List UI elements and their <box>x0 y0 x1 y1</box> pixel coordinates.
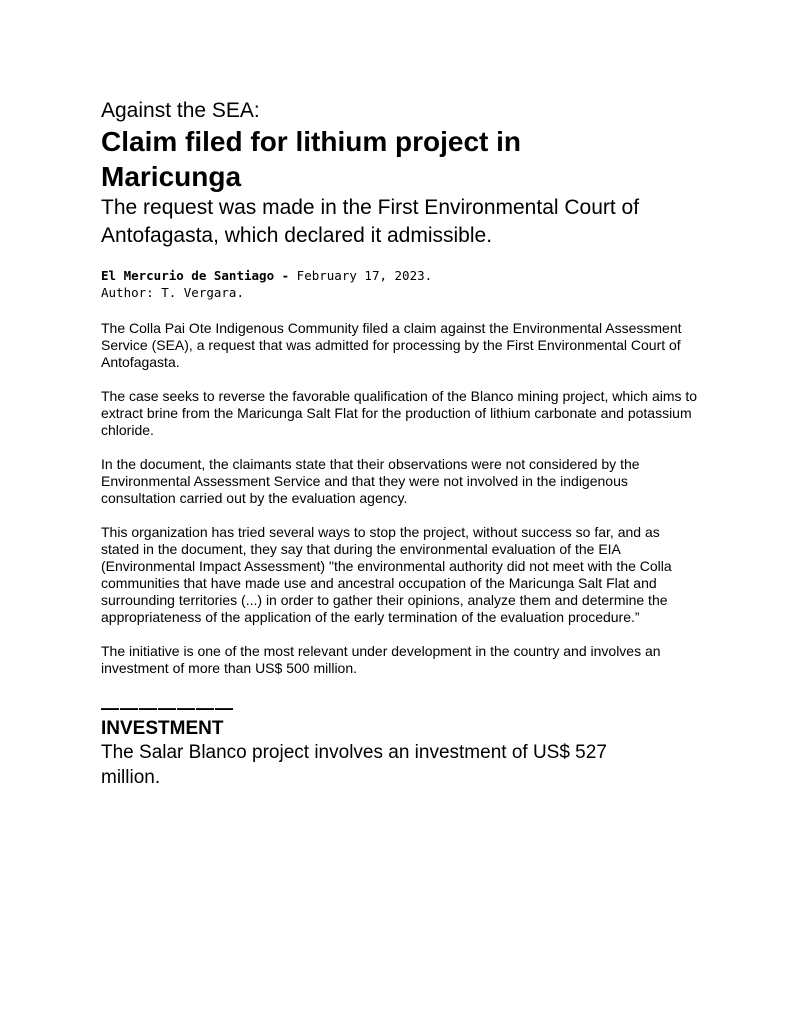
investment-title: INVESTMENT <box>101 718 224 739</box>
paragraph-2: The case seeks to reverse the favorable qualification of the Blanco mining project, which aims to extract brine from the Maricunga Salt Flat for the production of lithium carbonate and potassium chloride. <box>101 388 698 438</box>
byline <box>101 267 701 301</box>
source-line <box>101 267 701 284</box>
article-page <box>101 98 701 790</box>
section-divider: ——————— <box>101 698 234 718</box>
publish-date: February 17, 2023. <box>289 268 433 283</box>
investment-text: The Salar Blanco project involves an investment of US$ 527 million. <box>101 742 607 788</box>
author-line: Author: T. Vergara. <box>101 285 244 300</box>
paragraph-4: This organization has tried several ways to stop the project, without success so far, and as stated in the document, they say that during the environmental evaluation of the EIA (Environmental Impact Assessment) "the environmental authority did not meet with the Colla communities that have made use and ancestral occupation of the Maricunga Salt Flat and surrounding territories (...) in order to gather their opinions, analyze them and determine the appropriateness of the application of the early termination of the evaluation procedure.” <box>101 524 672 625</box>
source-name: El Mercurio de Santiago - <box>101 268 290 283</box>
article-kicker: Against the SEA: <box>101 99 260 122</box>
paragraph-3: In the document, the claimants state that their observations were not considered by the Environmental Assessment Service and that they were not involved in the indigenous consultation carried out by the evaluation agency. <box>101 456 640 506</box>
article-body <box>101 320 701 677</box>
article-headline: Claim filed for lithium project in Maricunga <box>101 126 522 192</box>
article-subheadline: The request was made in the First Environmental Court of Antofagasta, which declared it admissible. <box>101 196 640 247</box>
paragraph-5: The initiative is one of the most relevant under development in the country and involves an investment of more than US$ 500 million. <box>101 643 661 676</box>
paragraph-1: The Colla Pai Ote Indigenous Community filed a claim against the Environmental Assessment Service (SEA), a request that was admitted for processing by the First Environmental Court of Antofagasta. <box>101 320 682 370</box>
